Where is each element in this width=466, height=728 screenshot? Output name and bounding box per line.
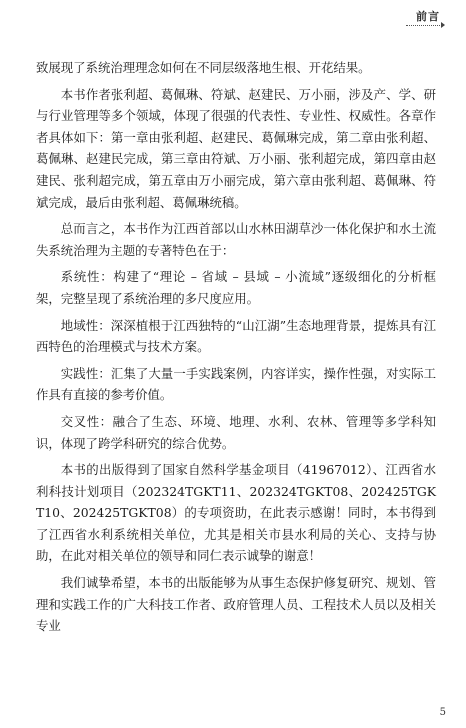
body-text — [36, 57, 436, 642]
header-dotted-rule — [406, 25, 442, 26]
page-number: 5 — [439, 707, 446, 718]
header-arrow-icon — [441, 22, 445, 28]
paragraph-regional: 地域性：深深植根于江西独特的“山江湖”生态地理背景，提炼具有江西特色的治理模式与技术方案。 — [36, 317, 436, 355]
paragraph-systematic: 系统性：构建了“理论 – 省域 – 县域 – 小流域”逐级细化的分析框架，完整呈现了系统治理的多尺度应用。 — [36, 269, 436, 306]
paragraph-interdisciplinary: 交叉性：融合了生态、环境、地理、水利、农林、管理等多学科知识，体现了跨学科研究的综合优势。 — [36, 413, 436, 451]
paragraph-funding: 本书的出版得到了国家自然科学基金项目（41967012）、江西省水利科技计划项目（202324TGKT11、202324TGKT08、202425TGKT10、202425TGKT08）的专项资助，在此表示感谢！同时，本书得到了江西省水利系统相关单位，尤其是相关市县水利局的关心、支持与协助，在此对相关单位的领导和同仁表示诚挚的谢意！ — [36, 462, 436, 564]
paragraph-practical: 实践性：汇集了大量一手实践案例，内容详实，操作性强，对实际工作具有直接的参考价值。 — [36, 365, 436, 403]
paragraph-hope: 我们诚挚希望，本书的出版能够为从事生态保护修复研究、规划、管理和实践工作的广大科技工作者、政府管理人员、工程技术人员以及相关专业 — [36, 575, 436, 634]
running-header-title: 前言 — [416, 10, 440, 23]
paragraph-summary: 总而言之，本书作为江西首部以山水林田湖草沙一体化保护和水土流失系统治理为主题的专著特色在于： — [36, 221, 436, 258]
paragraph-continuation: 致展现了系统治理理念如何在不同层级落地生根、开花结果。 — [36, 60, 371, 75]
paragraph-authors: 本书作者张利超、葛佩琳、符斌、赵建民、万小丽，涉及产、学、研与行业管理等多个领域，体现了很强的代表性、专业性、权威性。各章作者具体如下：第一章由张利超、赵建民、葛佩琳完成，第二章由张利超、葛佩琳、赵建民完成，第三章由符斌、万小丽、张利超完成，第四章由赵建民、张利超完成，第五章由万小丽完成，第六章由张利超、葛佩琳、符斌完成，最后由张利超、葛佩琳统稿。 — [36, 86, 436, 210]
page-header — [0, 0, 466, 40]
